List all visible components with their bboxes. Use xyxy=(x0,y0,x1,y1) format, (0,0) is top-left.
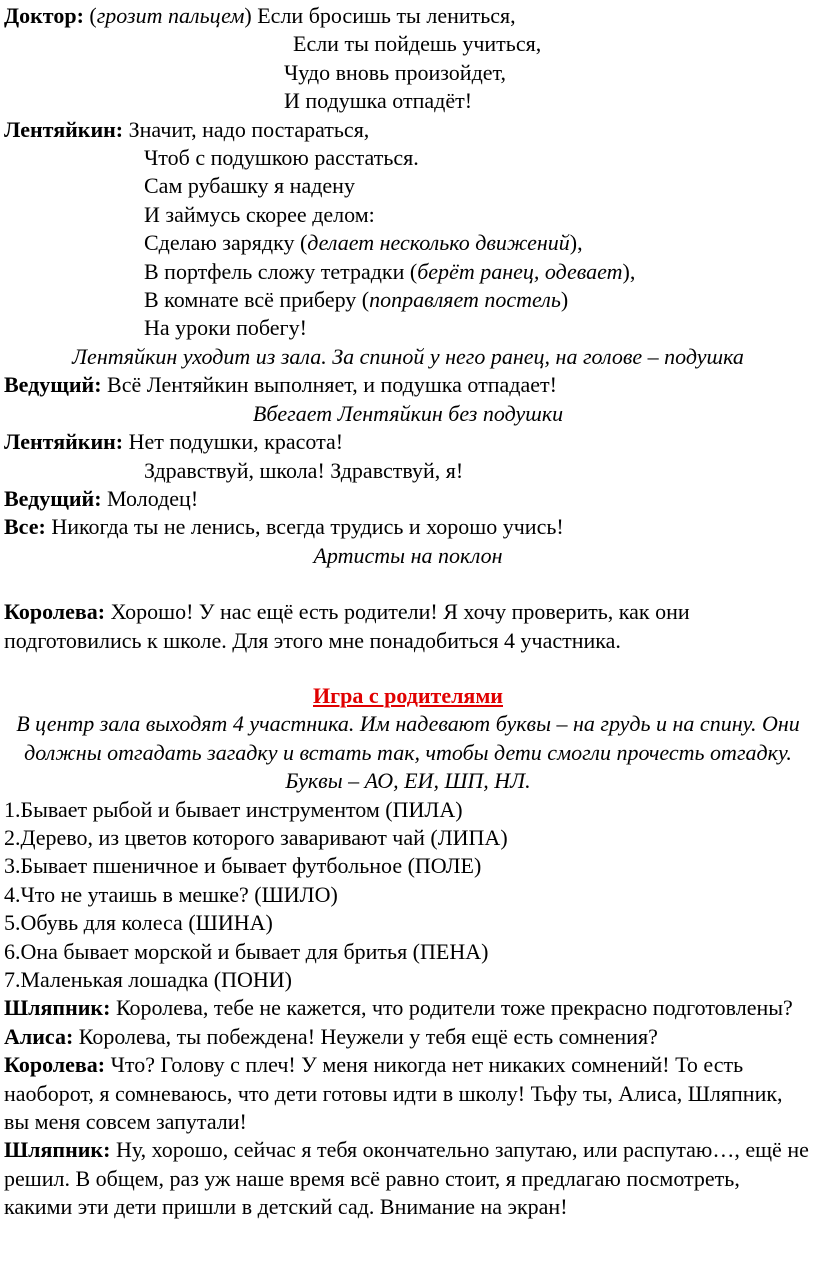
speaker-queen: Королева: xyxy=(4,1052,106,1078)
speaker-lazy: Лентяйкин: xyxy=(4,429,124,455)
speaker-hatter: Шляпник: xyxy=(4,995,111,1021)
verse-text: ), xyxy=(569,230,583,256)
speaker-hatter: Шляпник: xyxy=(4,1137,111,1163)
hatter-speech-1 xyxy=(4,994,812,1022)
lazy-verse-8: На уроки побегу! xyxy=(144,315,307,341)
riddle-item: 1.Бывает рыбой и бывает инструментом (ПИЛА) xyxy=(4,796,463,822)
paren-open: ( xyxy=(89,3,97,28)
speaker-all: Все: xyxy=(4,514,46,540)
riddle-item: 4.Что не утаишь в мешке? (ШИЛО) xyxy=(4,881,338,907)
speech-text: Молодец! xyxy=(101,485,199,511)
doctor-verse-4: И подушка отпадёт! xyxy=(284,88,473,114)
riddle-item: 7.Маленькая лошадка (ПОНИ) xyxy=(4,967,293,992)
lazy-verse-6 xyxy=(4,258,812,286)
verse-text: Если бросишь ты лениться, xyxy=(251,3,516,28)
host-line-1 xyxy=(4,371,812,399)
speech-text: Что? Голову с плеч! У меня никогда нет никаких сомнений! То есть наоборот, я сомневаюсь, что дети готовы идти в школу! Тьфу ты, Алиса, Шляпник, вы меня совсем запутали! xyxy=(4,1052,783,1135)
speech-text: Хорошо! У нас ещё есть родители! Я хочу проверить, как они подготовились к школе. Для этого мне понадобиться 4 участника. xyxy=(4,599,690,653)
doctor-verse-2: Если ты пойдешь учиться, xyxy=(293,31,542,57)
speech-text: Королева, ты побеждена! Неужели у тебя ещё есть сомнения? xyxy=(73,1023,658,1049)
stage-direction: поправляет постель xyxy=(369,287,561,313)
alice-speech xyxy=(4,1023,812,1051)
speech-text: Никогда ты не ленись, всегда трудись и хорошо учись! xyxy=(45,514,564,540)
speech-text: Ну, хорошо, сейчас я тебя окончательно запутаю, или распутаю…, ещё не решил. В общем, раз уж наше время всё равно стоит, я предлагаю посмотреть, какими эти дети пришли в детский сад. Внимание на экран! xyxy=(4,1137,809,1220)
stage-direction: делает несколько движений xyxy=(307,230,570,256)
stage-direction: берёт ранец, одевает xyxy=(417,258,623,284)
hatter-speech-2 xyxy=(4,1136,812,1221)
all-line xyxy=(4,513,812,541)
verse-text: ), xyxy=(622,258,636,284)
lazy-verse-4: И займусь скорее делом: xyxy=(144,201,375,227)
lazy-verse-2: Чтоб с подушкою расстаться. xyxy=(144,145,419,171)
verse-text: В портфель сложу тетрадки ( xyxy=(144,258,418,284)
speaker-doctor: Доктор: xyxy=(4,3,84,28)
game-instructions: В центр зала выходят 4 участника. Им надевают буквы – на грудь и на спину. Они должны отгадать загадку и встать так, чтобы дети смогли прочесть отгадку. Буквы – АО, ЕИ, ШП, НЛ. xyxy=(16,711,800,794)
doctor-line-1 xyxy=(4,2,812,30)
riddle-item: 3.Бывает пшеничное и бывает футбольное (ПОЛЕ) xyxy=(4,853,482,879)
speaker-queen: Королева: xyxy=(4,599,106,625)
speech-text: Всё Лентяйкин выполняет, и подушка отпадает! xyxy=(101,372,557,398)
verse-text: Нет подушки, красота! xyxy=(123,429,344,455)
verse-text: Значит, надо постараться, xyxy=(123,116,370,142)
stage-direction: грозит пальцем xyxy=(96,3,245,28)
riddle-item: 6.Она бывает морской и бывает для бритья (ПЕНА) xyxy=(4,938,489,964)
speaker-host: Ведущий: xyxy=(4,372,102,398)
lazy2-verse-2: Здравствуй, школа! Здравствуй, я! xyxy=(144,457,464,483)
stage-direction-enter: Вбегает Лентяйкин без подушки xyxy=(252,400,564,426)
section-title: Игра с родителями xyxy=(313,682,503,708)
lazy2-line-1 xyxy=(4,428,812,456)
speech-text: Королева, тебе не кажется, что родители тоже прекрасно подготовлены? xyxy=(110,995,793,1021)
verse-text: ) xyxy=(560,287,569,313)
queen-speech-2 xyxy=(4,1051,812,1136)
host-line-2 xyxy=(4,485,812,513)
spacer xyxy=(4,655,812,682)
speaker-lazy: Лентяйкин: xyxy=(4,116,124,142)
spacer xyxy=(4,570,812,598)
riddle-item: 5.Обувь для колеса (ШИНА) xyxy=(4,910,273,936)
verse-text: В комнате всё приберу ( xyxy=(144,287,370,313)
doctor-verse-3: Чудо вновь произойдет, xyxy=(284,59,506,85)
speaker-alice: Алиса: xyxy=(4,1023,74,1049)
riddle-item: 2.Дерево, из цветов которого заваривают чай (ЛИПА) xyxy=(4,824,508,850)
queen-speech-1 xyxy=(4,598,812,655)
paren-close: ) xyxy=(244,3,252,28)
speaker-host: Ведущий: xyxy=(4,485,102,511)
lazy-line-1 xyxy=(4,116,812,144)
verse-text: Сделаю зарядку ( xyxy=(144,230,308,256)
lazy-verse-5 xyxy=(4,229,812,257)
stage-direction-bow: Артисты на поклон xyxy=(313,542,503,568)
stage-direction-exit: Лентяйкин уходит из зала. За спиной у него ранец, на голове – подушка xyxy=(72,343,744,369)
lazy-verse-7 xyxy=(4,286,812,314)
lazy-verse-3: Сам рубашку я надену xyxy=(144,173,355,199)
